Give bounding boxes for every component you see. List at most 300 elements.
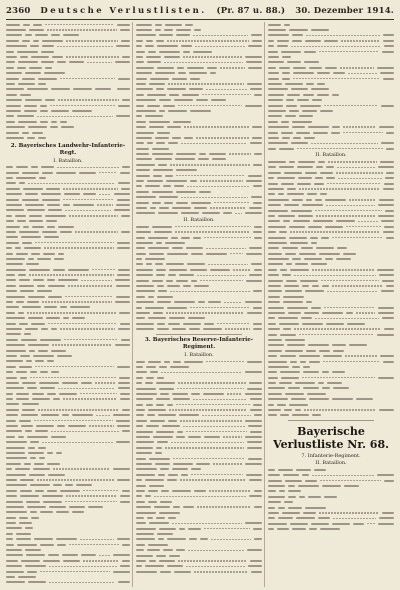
word-stroke [268, 242, 287, 244]
word-stroke [6, 511, 27, 513]
word-stroke [249, 207, 262, 209]
word-stroke [164, 361, 170, 363]
word-stroke [172, 393, 188, 395]
word-stroke [57, 355, 72, 357]
word-stroke [136, 72, 152, 74]
word-stroke [57, 544, 66, 546]
word-stroke [174, 301, 195, 303]
word-stroke [21, 236, 41, 238]
word-stroke [6, 377, 17, 379]
word-stroke [48, 554, 59, 556]
word-stroke [118, 78, 130, 80]
word-stroke [6, 506, 24, 508]
leader-dots [28, 183, 115, 184]
word-stroke [6, 425, 18, 427]
leader-dots [35, 366, 114, 367]
word-stroke [136, 522, 146, 524]
word-stroke [136, 126, 146, 128]
word-stroke [296, 132, 310, 134]
word-stroke [33, 468, 50, 470]
word-stroke [253, 328, 262, 330]
word-stroke [245, 522, 262, 524]
word-stroke [122, 409, 130, 411]
word-stroke [292, 199, 303, 201]
word-stroke [310, 237, 318, 239]
header-rule [6, 19, 394, 20]
word-stroke [6, 430, 22, 432]
word-stroke [168, 142, 178, 144]
word-stroke [6, 137, 24, 139]
word-stroke [147, 517, 153, 519]
word-stroke [6, 72, 22, 74]
word-stroke [268, 323, 276, 325]
word-stroke [268, 301, 280, 303]
leader-dots [196, 137, 249, 138]
word-stroke [120, 398, 130, 400]
word-stroke [254, 414, 262, 416]
word-stroke [181, 237, 190, 239]
leader-dots [65, 501, 117, 502]
word-stroke [146, 56, 161, 58]
leader-dots [161, 372, 242, 373]
leader-dots [294, 328, 381, 329]
word-stroke [280, 334, 296, 336]
word-stroke [212, 158, 226, 160]
word-stroke [136, 83, 146, 85]
word-stroke [6, 296, 25, 298]
word-stroke [149, 522, 169, 524]
word-stroke [43, 501, 62, 503]
leader-dots [210, 207, 246, 208]
word-stroke [27, 436, 48, 438]
word-stroke [19, 522, 32, 524]
word-stroke [16, 371, 27, 373]
verlustliste-title: Bayerische Verlustliste Nr. 68. [273, 425, 389, 452]
word-stroke [314, 183, 324, 185]
word-stroke [383, 188, 394, 190]
word-stroke [149, 126, 164, 128]
word-stroke [282, 247, 298, 249]
word-stroke [22, 40, 30, 42]
word-stroke [191, 202, 211, 204]
word-stroke [56, 511, 69, 513]
word-stroke [145, 382, 153, 384]
word-stroke [136, 571, 157, 573]
word-stroke [136, 207, 147, 209]
leader-dots [186, 566, 245, 567]
word-stroke [6, 67, 14, 69]
leader-dots [202, 94, 251, 95]
word-stroke [122, 560, 130, 562]
leader-dots [320, 480, 381, 481]
word-stroke [148, 501, 157, 503]
leader-dots [208, 264, 248, 265]
word-stroke [136, 280, 149, 282]
word-stroke [253, 290, 262, 292]
word-stroke [17, 115, 34, 117]
word-stroke [20, 479, 34, 481]
word-stroke [282, 78, 290, 80]
word-stroke [268, 183, 278, 185]
word-stroke [295, 409, 301, 411]
leader-dots [60, 78, 115, 79]
word-stroke [289, 237, 307, 239]
word-stroke [6, 538, 13, 540]
leader-dots [194, 571, 248, 572]
word-stroke [253, 202, 262, 204]
leader-dots [178, 382, 246, 383]
word-stroke [379, 126, 394, 128]
leader-dots [63, 199, 114, 200]
word-stroke [69, 61, 84, 63]
word-stroke [152, 153, 173, 155]
word-stroke [116, 441, 130, 443]
leader-dots [87, 62, 112, 63]
word-stroke [311, 242, 317, 244]
word-stroke [292, 126, 305, 128]
word-stroke [317, 94, 329, 96]
word-stroke [6, 350, 26, 352]
word-stroke [38, 447, 46, 449]
word-stroke [95, 88, 112, 90]
word-stroke [168, 110, 187, 112]
word-stroke [6, 468, 12, 470]
word-stroke [156, 398, 170, 400]
word-stroke [254, 153, 262, 155]
leader-dots [190, 307, 250, 308]
word-stroke [30, 45, 39, 47]
word-stroke [304, 137, 315, 139]
word-stroke [136, 242, 153, 244]
word-stroke [268, 404, 274, 406]
word-stroke [289, 29, 308, 31]
word-stroke [116, 115, 130, 117]
leader-dots [57, 46, 113, 47]
word-stroke [51, 110, 69, 112]
word-stroke [6, 436, 15, 438]
word-stroke [136, 495, 142, 497]
word-stroke [377, 269, 394, 271]
word-stroke [113, 554, 130, 556]
word-stroke [268, 247, 279, 249]
word-stroke [6, 544, 14, 546]
word-stroke [6, 414, 18, 416]
word-stroke [165, 175, 173, 177]
word-stroke [6, 247, 12, 249]
leader-dots [65, 210, 111, 211]
word-stroke [29, 350, 35, 352]
word-stroke [316, 166, 323, 168]
word-stroke [253, 528, 262, 530]
word-stroke [183, 285, 191, 287]
word-stroke [116, 296, 130, 298]
word-stroke [121, 339, 130, 341]
leader-dots [29, 274, 114, 275]
word-stroke [58, 279, 78, 281]
word-stroke [156, 555, 166, 557]
word-stroke [118, 382, 130, 384]
word-stroke [6, 328, 22, 330]
leader-dots [68, 285, 113, 286]
word-stroke [6, 355, 17, 357]
leader-dots [224, 302, 242, 303]
leader-dots [66, 40, 118, 41]
word-stroke [136, 301, 154, 303]
word-stroke [23, 188, 43, 190]
word-stroke [268, 72, 279, 74]
word-stroke [121, 40, 130, 42]
word-stroke [156, 142, 165, 144]
word-stroke [117, 199, 130, 201]
leader-dots [180, 479, 246, 480]
word-stroke [322, 371, 329, 373]
word-stroke [118, 182, 130, 184]
word-stroke [284, 285, 299, 287]
word-stroke [190, 269, 207, 271]
leader-dots [176, 404, 250, 405]
word-stroke [299, 253, 316, 255]
word-stroke [6, 490, 17, 492]
word-stroke [245, 56, 262, 58]
word-stroke [60, 490, 80, 492]
word-stroke [6, 166, 13, 168]
word-stroke [136, 61, 144, 63]
word-stroke [31, 323, 45, 325]
word-stroke [6, 360, 23, 362]
word-stroke [165, 242, 185, 244]
word-stroke [153, 312, 163, 314]
word-stroke [268, 161, 286, 163]
word-stroke [136, 528, 156, 530]
word-stroke [88, 506, 103, 508]
word-stroke [336, 220, 355, 222]
word-stroke [268, 269, 277, 271]
word-stroke [303, 94, 314, 96]
word-stroke [378, 166, 394, 168]
leader-dots [206, 89, 247, 90]
word-stroke [333, 387, 349, 389]
word-stroke [70, 306, 90, 308]
word-stroke [292, 366, 300, 368]
word-stroke [185, 24, 193, 26]
word-stroke [33, 279, 44, 281]
word-stroke [60, 231, 72, 233]
word-stroke [21, 560, 40, 562]
word-stroke [147, 180, 163, 182]
word-stroke [268, 258, 289, 260]
word-stroke [331, 132, 340, 134]
leader-dots [345, 355, 377, 356]
word-stroke [6, 88, 24, 90]
word-stroke [136, 490, 145, 492]
leader-dots [367, 523, 375, 524]
word-stroke [146, 366, 156, 368]
word-stroke [268, 501, 281, 503]
leader-dots [327, 291, 378, 292]
word-stroke [29, 67, 42, 69]
word-stroke [153, 436, 173, 438]
word-stroke [136, 307, 142, 309]
word-stroke [35, 430, 48, 432]
word-stroke [136, 142, 144, 144]
word-stroke [186, 247, 203, 249]
word-stroke [136, 226, 149, 228]
word-stroke [6, 56, 17, 58]
text-line [268, 526, 394, 531]
leader-dots [172, 523, 242, 524]
word-stroke [171, 237, 178, 239]
word-stroke [145, 185, 160, 187]
word-stroke [68, 269, 89, 271]
text-lines-block [268, 22, 394, 151]
word-stroke [379, 409, 394, 411]
word-stroke [321, 237, 329, 239]
word-stroke [156, 274, 165, 276]
leader-dots [230, 253, 243, 254]
leader-dots [176, 175, 245, 176]
word-stroke [29, 474, 45, 476]
word-stroke [6, 182, 16, 184]
leader-dots [200, 280, 243, 281]
word-stroke [6, 204, 22, 206]
word-stroke [250, 398, 262, 400]
word-stroke [37, 290, 52, 292]
word-stroke [154, 506, 170, 508]
word-stroke [32, 132, 43, 134]
word-stroke [136, 269, 153, 271]
text-lines-block [268, 467, 394, 532]
word-stroke [44, 72, 65, 74]
word-stroke [176, 280, 188, 282]
word-stroke [268, 172, 281, 174]
word-stroke [295, 382, 315, 384]
leader-dots [47, 29, 117, 30]
word-stroke [114, 209, 130, 211]
leader-dots [178, 560, 247, 561]
word-stroke [163, 549, 173, 551]
word-stroke [268, 137, 279, 139]
leader-dots [154, 496, 246, 497]
word-stroke [122, 56, 130, 58]
word-stroke [6, 306, 19, 308]
word-stroke [6, 495, 17, 497]
word-stroke [117, 479, 130, 481]
leader-dots [220, 67, 245, 68]
word-stroke [311, 307, 321, 309]
word-stroke [336, 258, 351, 260]
word-stroke [6, 576, 15, 578]
word-stroke [136, 258, 142, 260]
word-stroke [268, 307, 284, 309]
word-stroke [17, 544, 37, 546]
word-stroke [20, 495, 39, 497]
word-stroke [347, 323, 365, 325]
word-stroke [26, 554, 45, 556]
word-stroke [193, 237, 201, 239]
word-stroke [47, 226, 55, 228]
word-stroke [53, 484, 62, 486]
word-stroke [136, 24, 152, 26]
word-stroke [285, 115, 296, 117]
word-stroke [41, 51, 54, 53]
word-stroke [268, 290, 282, 292]
word-stroke [282, 274, 291, 276]
word-stroke [136, 512, 156, 514]
word-stroke [268, 274, 279, 276]
word-stroke [268, 496, 285, 498]
word-stroke [136, 382, 142, 384]
word-stroke [136, 479, 142, 481]
word-stroke [33, 355, 54, 357]
word-stroke [28, 581, 46, 583]
word-stroke [136, 202, 149, 204]
word-stroke [136, 555, 153, 557]
word-stroke [249, 274, 262, 276]
word-stroke [159, 528, 176, 530]
word-stroke [312, 285, 319, 287]
word-stroke [305, 290, 324, 292]
leader-dots [343, 126, 376, 127]
leader-dots [324, 307, 375, 308]
word-stroke [51, 328, 57, 330]
word-stroke [302, 474, 309, 476]
word-stroke [322, 285, 329, 287]
word-stroke [36, 425, 54, 427]
word-stroke [157, 301, 171, 303]
word-stroke [25, 328, 38, 330]
word-stroke [38, 83, 46, 85]
word-stroke [290, 361, 297, 363]
leader-dots [304, 409, 376, 410]
leader-dots [229, 153, 251, 154]
word-stroke [160, 501, 172, 503]
leader-dots [34, 420, 113, 421]
word-stroke [281, 183, 294, 185]
word-stroke [73, 88, 91, 90]
word-stroke [268, 105, 283, 107]
word-stroke [40, 121, 48, 123]
word-stroke [295, 263, 308, 265]
word-stroke [118, 269, 130, 271]
word-stroke [285, 339, 305, 341]
leader-dots [324, 105, 378, 106]
leader-dots [187, 186, 250, 187]
publication-title: Deutsche Verlustlisten. [40, 6, 207, 16]
leader-dots [315, 318, 379, 319]
word-stroke [246, 180, 262, 182]
word-stroke [28, 317, 43, 319]
word-stroke [254, 237, 262, 239]
word-stroke [248, 565, 262, 567]
word-stroke [188, 528, 201, 530]
word-stroke [136, 533, 154, 535]
word-stroke [293, 67, 306, 69]
word-stroke [268, 317, 275, 319]
word-stroke [279, 323, 299, 325]
word-stroke [383, 361, 394, 363]
word-stroke [268, 377, 278, 379]
word-stroke [288, 387, 300, 389]
word-stroke [37, 258, 51, 260]
word-stroke [15, 468, 30, 470]
word-stroke [210, 269, 230, 271]
leader-dots [175, 226, 251, 227]
word-stroke [35, 34, 48, 36]
word-stroke [146, 404, 153, 406]
word-stroke [326, 177, 335, 179]
word-stroke [287, 307, 308, 309]
leader-dots [80, 393, 117, 394]
